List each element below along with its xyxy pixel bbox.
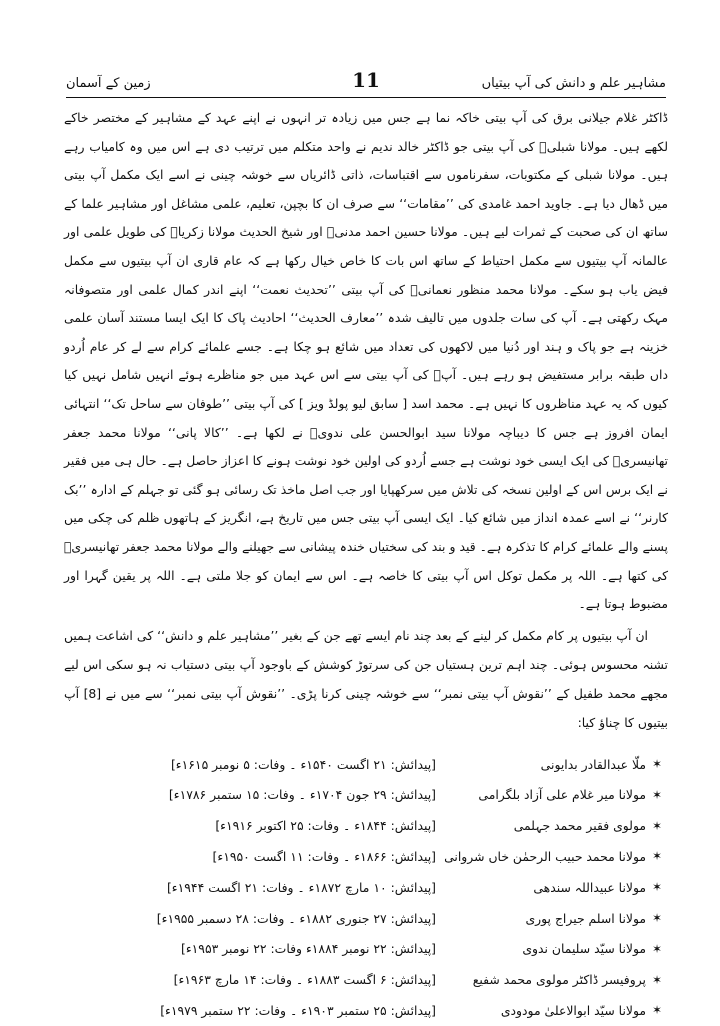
- life-dates: [پیدائش: ۲۲ نومبر ۱۸۸۴ء وفات: ۲۲ نومبر ۱۹۵۳ء]: [180, 941, 436, 957]
- list-item: [64, 779, 668, 810]
- star-bullet-icon: ✶: [651, 1003, 663, 1018]
- person-name: مولانا سیّد سلیمان ندوی: [522, 941, 646, 957]
- person-name: مولانا محمد حبیب الرحمٰن خاں شروانی: [444, 848, 646, 864]
- star-bullet-icon: ✶: [651, 849, 663, 864]
- life-dates: [پیدائش: ۱۸۴۴ء ۔ وفات: ۲۵ اکتوبر ۱۹۱۶ء]: [215, 818, 436, 834]
- page-body: [64, 104, 668, 1026]
- series-title: زمین کے آسمان: [66, 76, 151, 91]
- person-name: مولانا عبیداللہ سندھی: [533, 879, 646, 895]
- life-dates: [پیدائش: ۲۵ ستمبر ۱۹۰۳ء ۔ وفات: ۲۲ ستمبر ۱۹۷۹ء]: [160, 1002, 436, 1018]
- star-bullet-icon: ✶: [651, 787, 663, 802]
- list-item: [64, 810, 668, 841]
- paragraph: ان آپ بیتیوں پر کام مکمل کر لینے کے بعد چند نام ایسے تھے جن کے بغیر ’’مشاہیر علم و دانش‘‘ کی اشاعت ہمیں تشنہ محسوس ہوئی۔ چند اہم ترین ہستیاں جن کی سرتوڑ کوشش کے باوجود آپ بیتی دستیاب نہ ہو سکی اس لیے مجھے محمد طفیل کے ’’نقوش آپ بیتی نمبر‘‘ سے خوشہ چینی کرنا پڑی۔ ’’نقوش آپ بیتی نمبر‘‘ سے میں نے [8] آپ بیتیوں کا چناؤ کیا:: [64, 627, 668, 730]
- paragraph: ڈاکٹر غلام جیلانی برق کی آپ بیتی خاکہ نما ہے جس میں زیادہ تر انہوں نے اپنے عہد کے مشاہیر کے مختصر خاکے لکھے ہیں۔ مولانا شبلیؒ کی آپ بیتی جو ڈاکٹر خالد ندیم نے واحد متکلم میں ترتیب دی ہے اس میں وہ کامیاب رہے ہیں۔ مولانا شبلی کے مکتوبات، سفرناموں سے اقتباسات، ذاتی ڈائریاں سے خوشہ چینی نے اسے ایک مکمل آپ بیتی میں ڈھال دیا ہے۔ جاوید احمد غامدی کی ’’مقامات‘‘ سے صرف ان کا بچپن، تعلیم، علمی مشاغل اور مشاہیر علما کے ساتھ ان کی صحبت کے ثمرات لیے ہیں۔ مولانا حسین احمد مدنیؒ اور شیخ الحدیث مولانا زکریاؒ کی طویل علمی اور عالمانہ آپ بیتیوں سے مکمل احتیاط کے ساتھ اس بات کا خاص خیال رکھا ہے کہ عام قاری ان آپ بیتیوں سے مکمل فیض یاب ہو سکے۔ مولانا محمد منظور نعمانیؒ کی آپ بیتی ’’تحدیث نعمت‘‘ اپنے اندر کمال علمی اور متصوفانہ مہک رکھتی ہے۔ آپ کی سات جلدوں میں تالیف شدہ ’’معارف الحدیث‘‘ احادیث پاک کا ایک ایسا مستند آسان علمی خزینہ ہے جو پاک و ہند اور دُنیا میں لاکھوں کی تعداد میں شائع ہو چکا ہے۔ جسے علمائے کرام سے لے کر عام اُردو داں طبقہ برابر مستفیض ہو رہے ہیں۔ آپؒ کی آپ بیتی سے اس عہد میں جو مناظرے ہوئے انہیں شامل نہیں کیا کیوں کہ یہ عہد مناظروں کا نہیں ہے۔ محمد اسد [ سابق لیو پولڈ ویز ] کی آپ بیتی ’’طوفان سے ساحل تک‘‘ انتہائی ایمان افروز ہے جس کا دیباچہ مولانا سید ابوالحسن علی ندویؒ نے لکھا ہے۔ ’’کالا پانی‘‘ مولانا محمد جعفر تھانیسریؒ کی ایک ایسی خود نوشت ہے جسے اُردو کی اولین خود نوشت ہونے کا اعزاز حاصل ہے۔ حال ہی میں فقیر نے ایک برس اس کے اولین نسخہ کی تلاش میں سرکھپایا اور جب اصل ماخذ تک رسائی ہو گئی تو جہلم کے ادارہ ’’بک کارنر‘‘ نے اسے عمدہ انداز میں شائع کیا۔ ایک ایسی آپ بیتی جس میں تاریخ ہے، انگریز کے ہاتھوں ظلم کی چکی میں پسنے والے علمائے کرام کا تذکرہ ہے۔ قید و بند کی سختیاں خندہ پیشانی سے جھیلنے والے مولانا محمد جعفر تھانیسریؒ کی کتھا ہے۔ اللہ پر مکمل توکل اس آپ بیتی کا خاصہ ہے۔ اس سے ایمان کو جلا ملتی ہے۔ اللہ پر یقین گہرا اور مضبوط ہوتا ہے۔: [64, 110, 668, 612]
- star-bullet-icon: ✶: [651, 880, 663, 895]
- life-dates: [پیدائش: ۱۰ مارچ ۱۸۷۲ء ۔ وفات: ۲۱ اگست ۱۹۴۴ء]: [166, 879, 436, 895]
- page-number: 11: [352, 68, 380, 92]
- person-name: مولانا میر غلام علی آزاد بلگرامی: [478, 787, 646, 803]
- life-dates: [پیدائش: ۱۸۶۶ء ۔ وفات: ۱۱ اگست ۱۹۵۰ء]: [212, 848, 436, 864]
- list-item: [64, 964, 668, 995]
- star-bullet-icon: ✶: [651, 941, 663, 956]
- star-bullet-icon: ✶: [651, 911, 663, 926]
- life-dates: [پیدائش: ۶ اگست ۱۸۸۳ء ۔ وفات: ۱۴ مارچ ۱۹۶۳ء]: [173, 972, 436, 988]
- star-bullet-icon: ✶: [651, 757, 663, 772]
- person-name: ملّا عبدالقادر بدایونی: [540, 756, 646, 772]
- person-name: پروفیسر ڈاکٹر مولوی محمد شفیع: [472, 972, 646, 988]
- life-dates: [پیدائش: ۲۱ اگست ۱۵۴۰ء ۔ وفات: ۵ نومبر ۱۶۱۵ء]: [170, 756, 436, 772]
- autobiography-list: [64, 749, 668, 1026]
- person-name: مولوی فقیر محمد جہلمی: [513, 818, 646, 834]
- star-bullet-icon: ✶: [651, 972, 663, 987]
- star-bullet-icon: ✶: [651, 818, 663, 833]
- list-item: [64, 872, 668, 903]
- list-item: [64, 841, 668, 872]
- person-name: مولانا سیّد ابوالاعلیٰ مودودی: [500, 1002, 646, 1018]
- life-dates: [پیدائش: ۲۷ جنوری ۱۸۸۲ء ۔ وفات: ۲۸ دسمبر ۱۹۵۵ء]: [156, 910, 436, 926]
- book-title: مشاہیر علم و دانش کی آپ بیتیاں: [481, 76, 666, 91]
- header-rule: [66, 97, 666, 98]
- list-item: [64, 995, 668, 1026]
- list-item: [64, 903, 668, 934]
- life-dates: [پیدائش: ۲۹ جون ۱۷۰۴ء ۔ وفات: ۱۵ ستمبر ۱۷۸۶ء]: [168, 787, 436, 803]
- list-item: [64, 749, 668, 780]
- person-name: مولانا اسلم جیراج پوری: [525, 910, 646, 926]
- page-header: [66, 66, 666, 94]
